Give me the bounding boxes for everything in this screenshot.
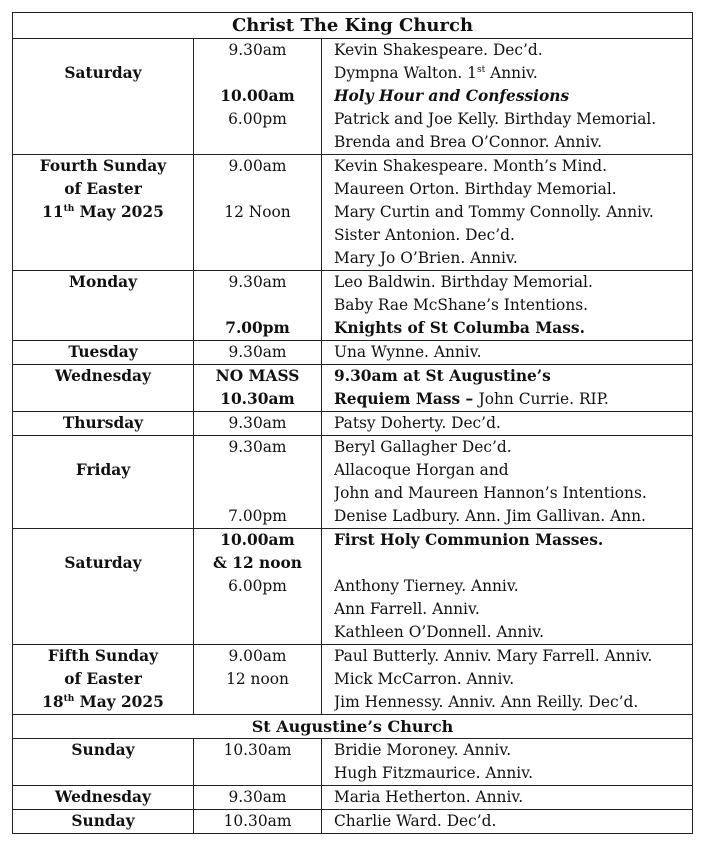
mass-time: 9.30am xyxy=(228,41,287,59)
text-run: Holy Hour and Confessions xyxy=(334,87,570,105)
intentions-cell xyxy=(322,341,693,365)
mass-time xyxy=(194,178,321,201)
intentions-cell xyxy=(322,39,693,155)
mass-time: 12 Noon xyxy=(224,203,291,221)
text-run: Baby Rae McShane’s Intentions. xyxy=(334,296,589,314)
text-run: Brenda and Brea O’Connor. Anniv. xyxy=(334,133,602,151)
text-run: Beryl Gallagher Dec’d. xyxy=(334,438,512,456)
intention-line xyxy=(334,552,692,575)
intention-line xyxy=(334,621,692,644)
time-cell xyxy=(194,436,322,529)
mass-time xyxy=(194,459,321,482)
intentions-cell xyxy=(322,529,693,645)
intentions-cell xyxy=(322,271,693,341)
intentions-cell xyxy=(322,412,693,436)
text-run: Leo Baldwin. Birthday Memorial. xyxy=(334,273,593,291)
text-run: Kevin Shakespeare. Month’s Mind. xyxy=(334,157,608,175)
text-run: Allacoque Horgan and xyxy=(334,461,509,479)
intention-line xyxy=(334,810,692,833)
day-cell xyxy=(13,529,194,645)
mass-time: 6.00pm xyxy=(228,577,287,595)
mass-time xyxy=(194,131,321,154)
day-cell xyxy=(13,645,194,715)
mass-time: 7.00pm xyxy=(225,319,290,337)
mass-time: & 12 noon xyxy=(213,554,302,572)
mass-time: 6.00pm xyxy=(228,110,287,128)
time-cell xyxy=(194,810,322,834)
day-cell xyxy=(13,436,194,529)
schedule-row xyxy=(13,436,693,529)
day-cell xyxy=(13,155,194,271)
text-run: Mary Curtin and Tommy Connolly. Anniv. xyxy=(334,203,654,221)
day-label: Sunday xyxy=(71,741,135,759)
intention-line xyxy=(334,598,692,621)
day-label xyxy=(13,155,193,178)
intentions-cell xyxy=(322,810,693,834)
intention-line xyxy=(334,739,692,762)
day-cell xyxy=(13,810,194,834)
day-label: Saturday xyxy=(64,554,142,572)
text-run: 18 xyxy=(42,693,64,711)
intention-line xyxy=(334,436,692,459)
ordinal-suffix: st xyxy=(476,64,486,75)
day-cell xyxy=(13,412,194,436)
mass-time: 10.30am xyxy=(223,812,292,830)
church-heading: St Augustine’s Church xyxy=(13,715,693,739)
intention-line xyxy=(334,668,692,691)
intention-line xyxy=(334,575,692,598)
text-run: Mick McCarron. Anniv. xyxy=(334,670,515,688)
mass-time xyxy=(194,762,321,785)
mass-time xyxy=(194,621,321,644)
day-label: Wednesday xyxy=(55,367,151,385)
mass-time: 10.30am xyxy=(223,741,292,759)
text-run: Sister Antonion. Dec’d. xyxy=(334,226,515,244)
mass-time xyxy=(194,598,321,621)
schedule-row xyxy=(13,810,693,834)
day-label: Wednesday xyxy=(55,788,151,806)
schedule-row xyxy=(13,271,693,341)
intention-line xyxy=(334,691,692,714)
day-cell xyxy=(13,739,194,786)
text-run: May 2025 xyxy=(74,693,164,711)
text-run: Denise Ladbury. Ann. Jim Gallivan. Ann. xyxy=(334,507,646,525)
intention-line xyxy=(334,529,692,552)
time-cell xyxy=(194,155,322,271)
time-cell xyxy=(194,412,322,436)
intention-line xyxy=(334,62,692,85)
text-run: Ann Farrell. Anniv. xyxy=(334,600,480,618)
day-label: Thursday xyxy=(62,414,144,432)
mass-time xyxy=(194,294,321,317)
intention-line xyxy=(334,786,692,809)
text-run: Dympna Walton. 1 xyxy=(334,64,477,82)
time-cell xyxy=(194,529,322,645)
text-run: John and Maureen Hannon’s Intentions. xyxy=(334,484,647,502)
time-cell xyxy=(194,271,322,341)
text-run: Kathleen O’Donnell. Anniv. xyxy=(334,623,545,641)
schedule-row xyxy=(13,365,693,412)
intention-line xyxy=(334,131,692,154)
mass-schedule-table xyxy=(12,12,693,834)
text-run: Una Wynne. Anniv. xyxy=(334,343,482,361)
intentions-cell xyxy=(322,786,693,810)
ordinal-suffix: th xyxy=(63,693,75,704)
intention-line xyxy=(334,412,692,435)
text-run: Patsy Doherty. Dec’d. xyxy=(334,414,501,432)
text-run: Charlie Ward. Dec’d. xyxy=(334,812,497,830)
text-run: Anthony Tierney. Anniv. xyxy=(334,577,519,595)
text-run: Hugh Fitzmaurice. Anniv. xyxy=(334,764,533,782)
schedule-row xyxy=(13,412,693,436)
church-heading: Christ The King Church xyxy=(13,13,693,39)
intention-line xyxy=(334,365,692,388)
day-cell xyxy=(13,786,194,810)
time-cell xyxy=(194,645,322,715)
time-cell xyxy=(194,786,322,810)
intention-line xyxy=(334,505,692,528)
intention-line xyxy=(334,762,692,785)
intentions-cell xyxy=(322,155,693,271)
text-run: Fourth Sunday xyxy=(39,157,167,175)
mass-time: 12 noon xyxy=(226,670,289,688)
mass-time: 9.00am xyxy=(228,647,287,665)
schedule-row xyxy=(13,341,693,365)
text-run: John Currie. RIP. xyxy=(478,390,609,408)
mass-time: 10.00am xyxy=(220,531,295,549)
text-run: Knights of St Columba Mass. xyxy=(334,319,585,337)
text-run: Mary Jo O’Brien. Anniv. xyxy=(334,249,518,267)
schedule-row xyxy=(13,645,693,715)
intention-line xyxy=(334,645,692,668)
text-run: Maureen Orton. Birthday Memorial. xyxy=(334,180,617,198)
intentions-cell xyxy=(322,365,693,412)
text-run: of Easter xyxy=(64,180,142,198)
schedule-row xyxy=(13,739,693,786)
day-label: Saturday xyxy=(64,64,142,82)
spacer xyxy=(13,436,193,459)
day-label xyxy=(13,178,193,201)
mass-time: 9.30am xyxy=(228,343,287,361)
text-run: First Holy Communion Masses. xyxy=(334,531,604,549)
schedule-row xyxy=(13,155,693,271)
intention-line xyxy=(334,271,692,294)
church-heading-row xyxy=(13,715,693,739)
time-cell xyxy=(194,39,322,155)
mass-time: 7.00pm xyxy=(228,507,287,525)
schedule-row xyxy=(13,786,693,810)
time-cell xyxy=(194,365,322,412)
intention-line xyxy=(334,201,692,224)
mass-time: 10.30am xyxy=(220,390,295,408)
mass-time xyxy=(194,691,321,714)
text-run: Fifth Sunday xyxy=(47,647,159,665)
intention-line xyxy=(334,178,692,201)
intention-line xyxy=(334,317,692,340)
day-cell xyxy=(13,341,194,365)
text-run: Paul Butterly. Anniv. Mary Farrell. Anniv. xyxy=(334,647,653,665)
intention-line xyxy=(334,294,692,317)
day-label: Tuesday xyxy=(68,343,138,361)
day-cell xyxy=(13,39,194,155)
day-label xyxy=(13,645,193,668)
mass-time: 9.30am xyxy=(228,788,287,806)
text-run: 11 xyxy=(42,203,64,221)
intentions-cell xyxy=(322,645,693,715)
text-run: May 2025 xyxy=(74,203,164,221)
day-label: Monday xyxy=(68,273,138,291)
day-label: Friday xyxy=(75,461,131,479)
text-run: Patrick and Joe Kelly. Birthday Memorial. xyxy=(334,110,657,128)
day-label xyxy=(13,691,193,714)
intention-line xyxy=(334,459,692,482)
text-run: Maria Hetherton. Anniv. xyxy=(334,788,524,806)
intention-line xyxy=(334,482,692,505)
mass-time: 9.30am xyxy=(228,414,287,432)
mass-time: 10.00am xyxy=(220,87,295,105)
text-run: Requiem Mass – xyxy=(334,390,479,408)
day-cell xyxy=(13,271,194,341)
schedule-row xyxy=(13,39,693,155)
time-cell xyxy=(194,341,322,365)
text-run: Bridie Moroney. Anniv. xyxy=(334,741,512,759)
intentions-cell xyxy=(322,739,693,786)
intention-line xyxy=(334,247,692,270)
day-label: Sunday xyxy=(71,812,135,830)
intention-line xyxy=(334,108,692,131)
text-run: 9.30am at St Augustine’s xyxy=(334,367,551,385)
church-heading-row xyxy=(13,13,693,39)
intention-line xyxy=(334,224,692,247)
intention-line xyxy=(334,39,692,62)
mass-time xyxy=(194,62,321,85)
intention-line xyxy=(334,85,692,108)
day-cell xyxy=(13,365,194,412)
text-run: Jim Hennessy. Anniv. Ann Reilly. Dec’d. xyxy=(334,693,639,711)
day-label xyxy=(13,201,193,224)
text-run: Anniv. xyxy=(485,64,538,82)
mass-time: 9.00am xyxy=(228,157,287,175)
spacer xyxy=(13,39,193,62)
text-run: Kevin Shakespeare. Dec’d. xyxy=(334,41,543,59)
day-label xyxy=(13,668,193,691)
intention-line xyxy=(334,388,692,411)
schedule-row xyxy=(13,529,693,645)
mass-time xyxy=(194,247,321,270)
mass-time xyxy=(194,224,321,247)
spacer xyxy=(13,529,193,552)
ordinal-suffix: th xyxy=(63,203,75,214)
time-cell xyxy=(194,739,322,786)
mass-time: 9.30am xyxy=(228,438,287,456)
intention-line xyxy=(334,155,692,178)
intentions-cell xyxy=(322,436,693,529)
mass-time xyxy=(194,482,321,505)
text-run: of Easter xyxy=(64,670,142,688)
mass-time: NO MASS xyxy=(215,367,300,385)
intention-line xyxy=(334,341,692,364)
mass-time: 9.30am xyxy=(228,273,287,291)
